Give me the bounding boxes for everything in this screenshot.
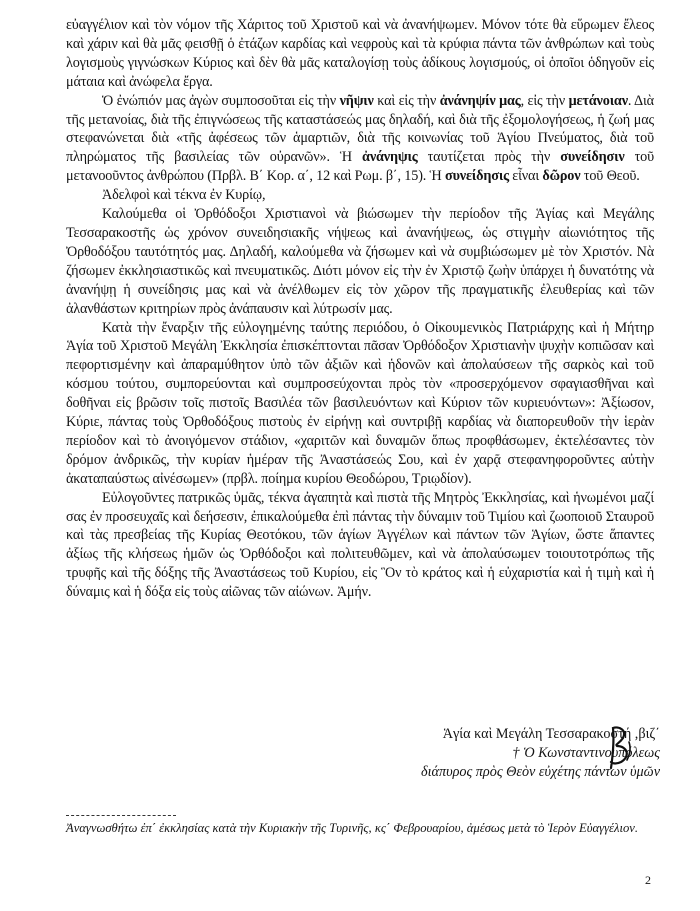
letter-body xyxy=(66,16,654,602)
footnote-separator xyxy=(66,815,176,816)
para2-text-1: Ὁ ἐνώπιόν μας ἀγὼν συμποσοῦται εἰς τὴν xyxy=(102,92,340,109)
para2-text-3: , εἰς τὴν xyxy=(520,92,569,109)
para2-text-5: ταυτίζεται πρὸς τὴν xyxy=(417,149,561,166)
para2-bold-ananipsis: ἀνάνηψίν μας xyxy=(439,92,521,109)
signature-place-date: Ἁγία καὶ Μεγάλη Τεσσαρακοστή ,βιζ΄ xyxy=(442,726,660,742)
para2-text-2: καὶ εἰς τὴν xyxy=(373,92,440,109)
paragraph-6: Εὐλογοῦντες πατρικῶς ὑμᾶς, τέκνα ἀγαπητὰ καὶ πιστὰ τῆς Μητρὸς Ἐκκλησίας, καὶ ἡνωμένοι μαζί σας ἐν προσευχαῖς καὶ δεήσεσιν, ἐπικαλούμεθα ἐπὶ πάντας τὴν δύναμιν τοῦ Τιμίου καὶ ζωοποιοῦ Σταυροῦ καὶ τὰς πρεσβείας τῆς Κυρίας Θεοτόκου, τῶν ἁγίων Ἀγγέλων καὶ πάντων τῶν Ἁγίων, ὥστε ἅπαντες ἀξίως τῆς κλήσεως ἡμῶν ὡς Ὀρθόδοξοι καὶ πολιτευθῶμεν, καὶ νὰ ἀπολαύσωμεν τοιουτοτρόπως τῆς τρυφῆς καὶ τῆς δόξης τῆς Ἀναστάσεως τοῦ Κυρίου, εἰς Ὃν τὸ κράτος καὶ ἡ εὐχαριστία καὶ ἡ τιμὴ καὶ ἡ δύναμις καὶ ἡ δόξα εἰς τοὺς αἰῶνας τῶν αἰώνων. Ἀμήν. xyxy=(66,489,654,601)
para2-bold-ananipsis-2: ἀνάνηψις xyxy=(362,149,418,166)
footnote: Ἀναγνωσθήτω ἐπ΄ ἐκκλησίας κατὰ τὴν Κυριακὴν τῆς Τυρινῆς, κς΄ Φεβρουαρίου, ἀμέσως μετὰ τὸ Ἱερὸν Εὐαγγέλιον. xyxy=(66,821,638,835)
para2-bold-metanoia: μετάνοιαν xyxy=(568,92,628,109)
para2-bold-nepsis: νῆψιν xyxy=(339,92,374,109)
para2-bold-doron: δῶρον xyxy=(542,168,581,185)
signature-signer: † Ὁ Κωνσταντινουπόλεως xyxy=(512,745,660,761)
paragraph-3-salutation: Ἀδελφοὶ καὶ τέκνα ἐν Κυρίῳ, xyxy=(102,187,266,204)
page-number: 2 xyxy=(645,873,651,887)
signature-closing: διάπυρος πρὸς Θεὸν εὐχέτης πάντων ὑμῶν xyxy=(421,764,660,780)
para2-text-8: τοῦ Θεοῦ. xyxy=(580,168,640,185)
paragraph-1: εὐαγγέλιον καὶ τὸν νόμον τῆς Χάριτος τοῦ Χριστοῦ καὶ νὰ ἀνανήψωμεν. Μόνον τότε θὰ εὕρωμεν ἔλεος καὶ χάριν καὶ θὰ μᾶς φεισθῇ ὁ ἐτάζων καρδίας καὶ νεφροὺς καὶ τὰ κρύφια πάντα τῶν ἀνθρώπων καὶ τοὺς λογισμοὺς γιγνώσκων Κύριος καὶ δὲν θὰ μᾶς καταλογίσῃ τοὺς ἀδίκους λογισμούς, οἱ ὁποῖοι ὁδηγοῦν εἰς μάταια καὶ ἀνώφελα ἔργα. xyxy=(66,17,654,90)
para2-bold-syneidisin: συνείδησιν xyxy=(560,149,625,166)
paragraph-5: Κατὰ τὴν ἔναρξιν τῆς εὐλογημένης ταύτης περιόδου, ὁ Οἰκουμενικὸς Πατριάρχης καὶ ἡ Μήτηρ Ἁγία τοῦ Χριστοῦ Μεγάλη Ἐκκλησία ἐπισκέπτονται πᾶσαν Ὀρθόδοξον Χριστιανὴν ψυχὴν κοπιῶσαν καὶ πεφορτισμένην καὶ ἀπαραμύθητον ὑπὸ τῶν ἀξιῶν καὶ ἡδονῶν καὶ ἀπολαύσεων τῆς σαρκὸς καὶ τοῦ κόσμου τούτου, συμπορεύονται καὶ συμπροσεύχονται πρὸς τὸν «προσερχόμενον σφαγιασθῆναι καὶ δοθῆναι εἰς βρῶσιν τοῖς πιστοῖς Βασιλέα τῶν βασιλευόντων καὶ Κύριον τῶν κυριευόντων»: Ἀξίωσον, Κύριε, πάντας τοὺς Ὀρθοδόξους πιστοὺς ἐν εἰρήνῃ καὶ συντριβῇ καρδίας νὰ διαπορευθοῦν τὴν ἱερὰν περίοδον καὶ τὸ ἀνοιγόμενον στάδιον, «χαριτῶν καὶ δυναμῶν ὅπως προφθάσωμεν, ἐκτελέσαντες τὸν δρόμον ἀνδρικῶς, τὴν κυρίαν ἡμέραν τῆς Ἀναστάσεώς Σου, καὶ ἐν χαρᾷ στεφανηφοροῦντες αὐτὴν ἀκαταπαύστως αἰνέσωμεν» (πρβλ. ποίημα κυρίου Θεοδώρου, Τριῳδίον). xyxy=(66,319,654,487)
para2-text-7: εἶναι xyxy=(508,168,543,185)
para2-text-4: . Διὰ τῆς μετανοίας, διὰ τῆς ἐπιγνώσεως τῆς καταστάσεώς μας δηλαδή, καὶ διὰ τῆς ἐξομολογήσεως, ἡ ζωή μας στεφανώνεται διὰ «τῆς ἀφέσεως τῶν ἁμαρτιῶν, διὰ τῆς κοινωνίας τοῦ Ἁγίου Πνεύματος, διὰ τοῦ πληρώματος τῆς βασιλείας τῶν οὐρανῶν». Ἡ xyxy=(66,92,654,166)
para2-bold-syneidisis: συνείδησις xyxy=(445,168,509,185)
para2-text-6: τοῦ μετανοοῦντος ἀνθρώπου (Πρβλ. Β΄ Κορ. α΄, 12 καὶ Ρωμ. β΄, 15). Ἡ xyxy=(66,149,654,185)
handwritten-signature-mark xyxy=(605,724,645,770)
paragraph-2 xyxy=(66,92,654,187)
paragraph-4: Καλούμεθα οἱ Ὀρθόδοξοι Χριστιανοὶ νὰ βιώσωμεν τὴν περίοδον τῆς Ἁγίας καὶ Μεγάλης Τεσσαρακοστῆς ὡς χρόνον συνειδησιακῆς νήψεως καὶ ἀνανήψεως, ὡς στιγμὴν αἰωνιότητος τῆς Ὀρθοδόξου ταυτότητός μας. Δηλαδή, καλούμεθα νὰ ζήσωμεν καὶ νὰ συμβιώσωμεν μὲ τὸν Χριστόν. Νὰ ζήσωμεν ἐκκλησιαστικῶς καὶ πνευματικῶς. Διότι μόνον εἰς τὴν ἐν Χριστῷ ζωὴν ὑπάρχει ἡ δυνατότης νὰ ἀνανήψῃ ἡ συνείδησις μας καὶ νὰ ἀνέλθωμεν εἰς τὸν χῶρον τῆς πραγματικῆς ἐλευθερίας καὶ τῶν ἀλανθάστων κριτηρίων πρὸς ἀνάπαυσιν καὶ λύτρωσίν μας. xyxy=(66,206,654,317)
